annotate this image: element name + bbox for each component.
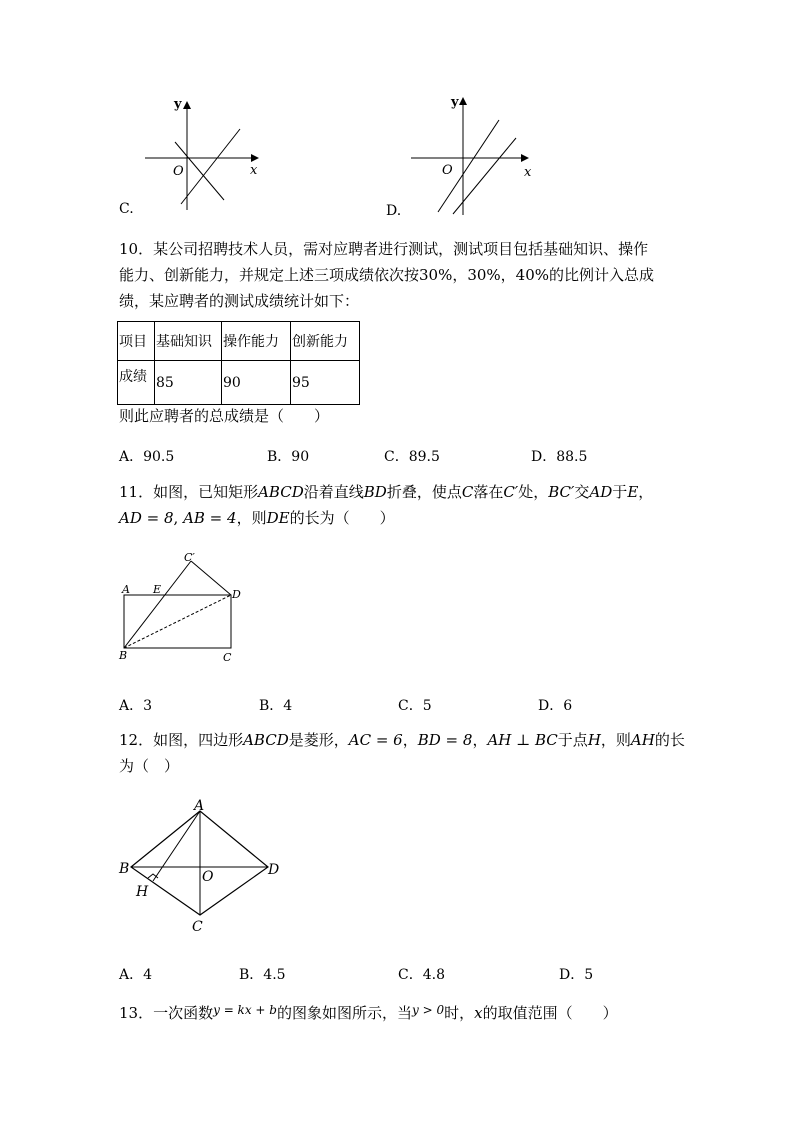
label-d: D (232, 588, 241, 601)
label-a: A (194, 798, 205, 814)
table-header: 项目 (118, 322, 155, 361)
x-label: x (250, 163, 258, 178)
label-o: O (202, 869, 214, 885)
q12-option-a[interactable]: A．4 (119, 967, 153, 983)
label-e: E (153, 583, 162, 596)
x-label: x (524, 165, 532, 180)
q11-option-c[interactable]: C．5 (398, 698, 432, 714)
y-label: y (451, 95, 459, 110)
q10-score-table (117, 321, 360, 405)
line-cprime-d (191, 561, 231, 595)
line-b-cprime (124, 561, 191, 648)
q10-line3: 绩，某应聘者的测试成绩统计如下： (119, 292, 360, 310)
q10-line2: 能力、创新能力，并规定上述三项成绩依次按30%，30%，40%的比例计入总成 (119, 266, 655, 284)
q11-text (119, 479, 679, 531)
table-header: 操作能力 (222, 322, 291, 361)
label-c: C (223, 651, 232, 664)
q10-text (119, 236, 679, 314)
q12-figure (115, 795, 295, 940)
q9-graph-d (408, 92, 538, 217)
q12-option-d[interactable]: D．5 (559, 967, 594, 983)
table-cell: 90 (222, 361, 291, 405)
label-cprime: C′ (184, 551, 195, 564)
q11-line1: 11．如图，已知矩形ABCD沿着直线BD折叠，使点C落在C′处，BC′交AD于E， (119, 483, 654, 501)
q10-option-b[interactable]: B．90 (267, 449, 310, 465)
label-b: B (119, 649, 128, 662)
q9-graph-c (140, 92, 270, 217)
q11-option-b[interactable]: B．4 (259, 698, 293, 714)
line-1 (181, 129, 240, 204)
q9-option-d-label[interactable]: D. (386, 203, 402, 219)
q12-line2: 为（ ） (119, 757, 180, 775)
y-label: y (174, 97, 182, 112)
q11-line2: AD = 8, AB = 4，则DE的长为（ ） (119, 509, 395, 527)
q11-option-a[interactable]: A．3 (119, 698, 153, 714)
q10-option-c[interactable]: C．89.5 (384, 449, 440, 465)
q12-option-b[interactable]: B．4.5 (239, 967, 286, 983)
q12-option-c[interactable]: C．4.8 (398, 967, 445, 983)
label-a: A (122, 583, 130, 596)
label-h: H (136, 884, 149, 900)
altitude-ah (153, 811, 200, 881)
origin-label: O (442, 163, 453, 178)
q10-option-a[interactable]: A．90.5 (119, 449, 175, 465)
diagonal-bd (124, 595, 231, 648)
q11-option-d[interactable]: D．6 (538, 698, 573, 714)
table-cell: 95 (291, 361, 360, 405)
label-c: C (192, 919, 203, 935)
label-d: D (268, 862, 280, 878)
q11-figure (115, 545, 255, 670)
origin-label: O (173, 164, 184, 179)
table-cell: 成绩 (118, 361, 155, 405)
table-header: 创新能力 (291, 322, 360, 361)
q10-line1: 10．某公司招聘技术人员，需对应聘者进行测试，测试项目包括基础知识、操作 (119, 240, 649, 258)
table-header: 基础知识 (155, 322, 222, 361)
q10-question: 则此应聘者的总成绩是（ ） (119, 407, 330, 425)
q10-option-d[interactable]: D．88.5 (531, 449, 588, 465)
label-b: B (119, 861, 130, 877)
q12-line1: 12．如图，四边形ABCD是菱形，AC = 6，BD = 8，AH ⊥ BC于点H，则AH的长 (119, 731, 685, 749)
q13-text: 13．一次函数$^{y = kx + b}$的图象如图所示，当$^{y > 0}$时，x的取值范围（ ） (119, 1003, 618, 1022)
table-cell: 85 (155, 361, 222, 405)
q9-option-c-label[interactable]: C. (119, 201, 134, 217)
q12-text (119, 727, 685, 779)
